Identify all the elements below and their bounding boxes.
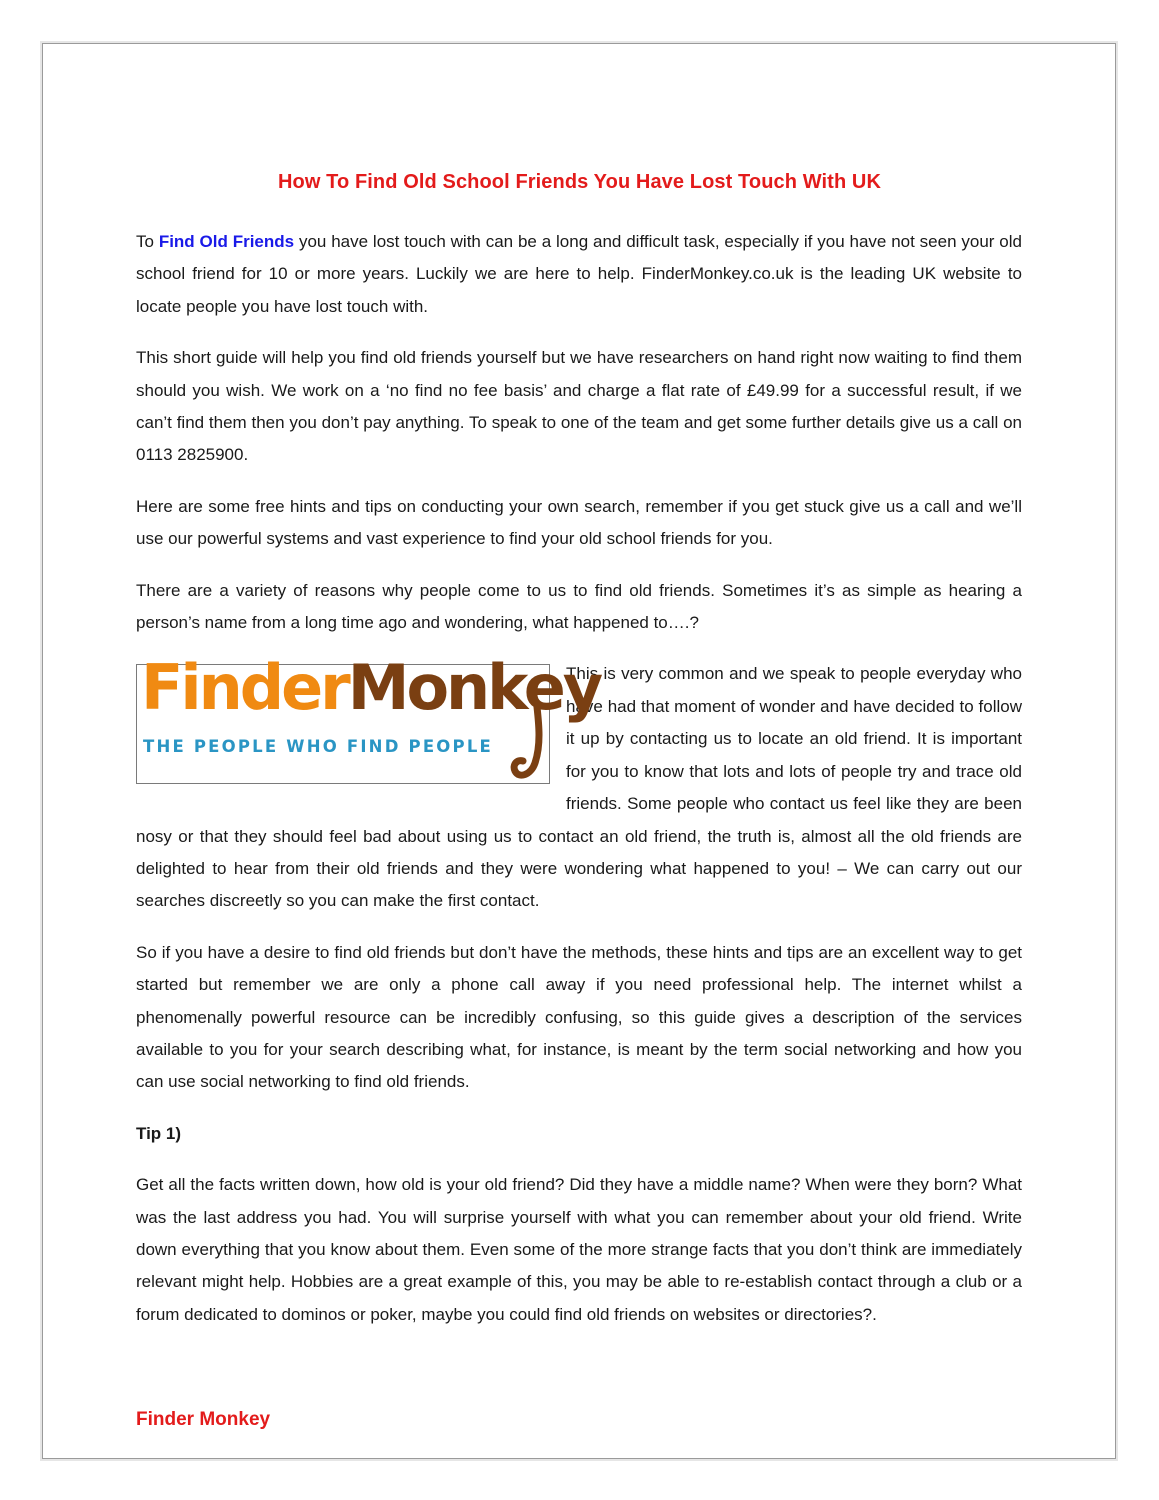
logo-word-finder: Finder bbox=[141, 651, 348, 725]
logo-word-monkey: Monkey bbox=[347, 651, 601, 725]
monkey-tail-icon bbox=[507, 705, 547, 783]
paragraph-reasons: There are a variety of reasons why people come to us to find old friends. Sometimes it’s as simple as hearing a person’s name from a long time ago and wondering, what happened to….? bbox=[136, 580, 1022, 633]
findermonkey-logo bbox=[136, 651, 601, 784]
document-body bbox=[136, 226, 1022, 1350]
paragraph-desire: So if you have a desire to find old friends but don’t have the methods, these hints and tips are an excellent way to get started but remember we are only a phone call away if you need professional help. The internet whilst a phenomenally powerful resource can be incredibly confusing, so this guide gives a description of the services available to you for your search describing what, for instance, is meant by the term social networking and how you can use social networking to find old friends. bbox=[136, 942, 1022, 1092]
find-old-friends-link[interactable]: Find Old Friends bbox=[158, 232, 295, 251]
logo-tagline: THE PEOPLE WHO FIND PEOPLE bbox=[143, 737, 494, 757]
paragraph-common: This is very common and we speak to people everyday who have had that moment of wonder and have decided to follow it up by contacting us to locate an old friend. It is important for you to know that lots and lots of people try and trace old friends. Some people who contact us feel like they are been nosy or that they should feel bad about using us to contact an old friend, the truth is, almost all the old friends are delighted to hear from their old friends and they were wondering what happened to you! – We can carry out our searches discreetly so you can make the first contact. bbox=[136, 664, 1022, 911]
paragraph-tip-1: Get all the facts written down, how old is your old friend? Did they have a middle name? When were they born? What was the last address you had. You will surprise yourself with what you can remember about your old friend. Write down everything that you know about them. Even some of the more strange facts that you don’t think are immediately relevant might help. Hobbies are a great example of this, you may be able to re-establish contact through a club or a forum dedicated to dominos or poker, maybe you could find old friends on websites or directories?. bbox=[136, 1175, 1022, 1324]
footer-brand: Finder Monkey bbox=[136, 1409, 271, 1430]
page-title: How To Find Old School Friends You Have Lost Touch With UK bbox=[277, 171, 882, 194]
tip-1-heading: Tip 1) bbox=[136, 1123, 182, 1143]
paragraph-intro bbox=[136, 226, 1022, 323]
paragraph-hints: Here are some free hints and tips on conducting your own search, remember if you get stuck give us a call and we’ll use our powerful systems and vast experience to find your old school friends for you. bbox=[136, 496, 1022, 549]
paragraph-guide: This short guide will help you find old friends yourself but we have researchers on hand right now waiting to find them should you wish. We work on a ‘no find no fee basis’ and charge a flat rate of £49.99 for a successful result, if we can’t find them then you don’t pay anything. To speak to one of the team and get some further details give us a call on 0113 2825900. bbox=[136, 348, 1022, 465]
intro-text-post: you have lost touch with can be a long and difficult task, especially if you have not seen your old school friend for 10 or more years. Luckily we are here to help. FinderMonkey.co.uk is the leading UK website to locate people you have lost touch with. bbox=[136, 232, 1022, 316]
intro-text-pre: To bbox=[136, 232, 159, 251]
